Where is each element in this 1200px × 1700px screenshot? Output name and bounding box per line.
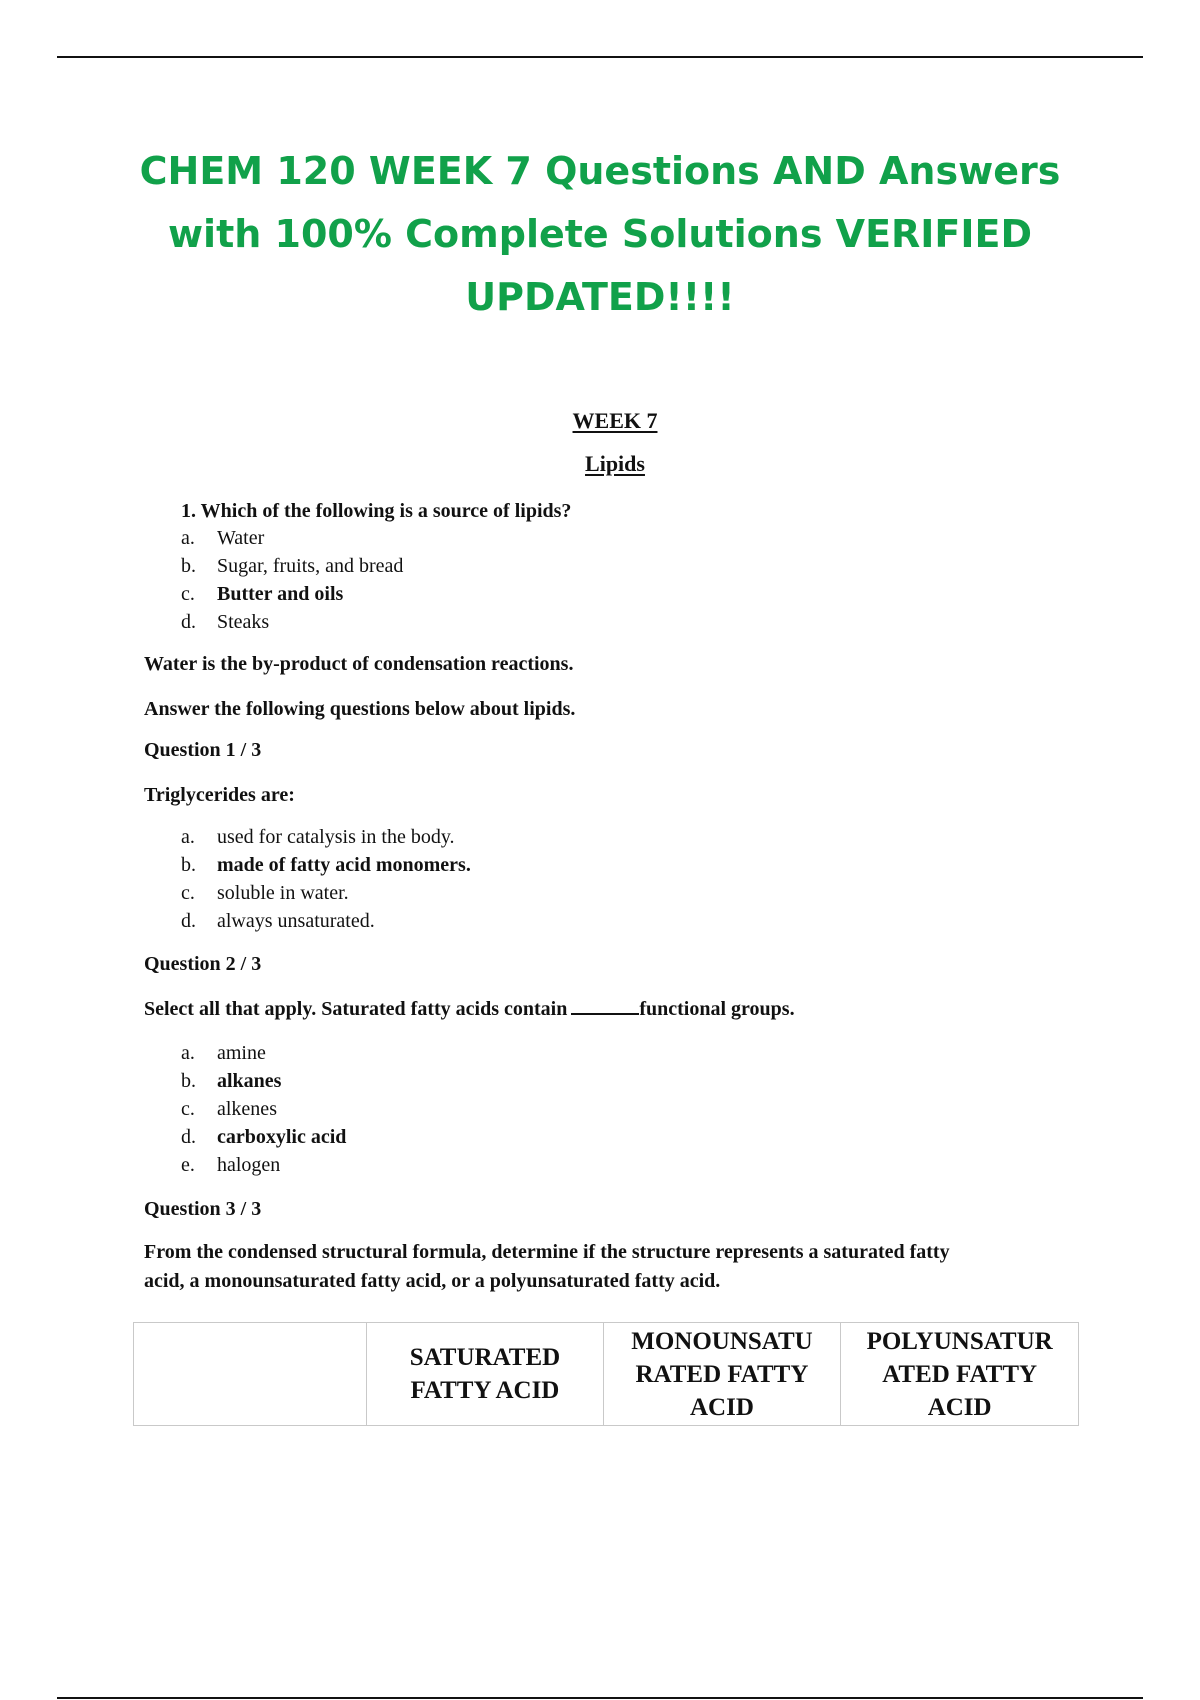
header-text: POLYUNSATUR [866, 1327, 1053, 1355]
list-item [181, 879, 471, 907]
header-text: ACID [690, 1393, 754, 1421]
option-text: soluble in water. [217, 882, 349, 904]
header-text: FATTY ACID [410, 1377, 560, 1404]
list-item [181, 907, 471, 935]
instructions: Answer the following questions below about lipids. [144, 698, 576, 720]
list-item [181, 1123, 346, 1151]
option-text: carboxylic acid [217, 1126, 347, 1148]
list-item [181, 580, 403, 608]
question3-label: Question 3 / 3 [144, 1198, 262, 1220]
question3-prompt-line-2: acid, a monounsaturated fatty acid, or a polyunsaturated fatty acid. [144, 1270, 721, 1292]
option-letter: d. [181, 1126, 196, 1148]
option-letter: e. [181, 1154, 195, 1176]
list-item [181, 524, 403, 552]
title-line-2: with 100% Complete Solutions VERIFIED [167, 212, 1033, 256]
option-text: used for catalysis in the body. [217, 826, 455, 848]
option-letter: b. [181, 1070, 196, 1092]
list-item [181, 552, 403, 580]
option-text: halogen [217, 1154, 281, 1176]
question1-label: Question 1 / 3 [144, 739, 262, 761]
option-text: amine [217, 1042, 266, 1064]
option-letter: a. [181, 1042, 195, 1064]
option-text: Water [217, 527, 265, 549]
list-item [181, 1151, 346, 1179]
option-letter: c. [181, 1098, 195, 1120]
option-text: always unsaturated. [217, 910, 375, 932]
title-line-1: CHEM 120 WEEK 7 Questions AND Answers [139, 149, 1061, 193]
list-item [181, 1095, 346, 1123]
question1-prompt: Triglycerides are: [144, 784, 295, 806]
prompt-before: Select all that apply. Saturated fatty acids contain [144, 998, 568, 1020]
list-item [181, 1067, 346, 1095]
question3-prompt-line-1: From the condensed structural formula, determine if the structure represents a saturated fatty [144, 1241, 950, 1263]
fatty-acid-table [133, 1322, 1079, 1426]
option-letter: b. [181, 854, 196, 876]
top-rule [57, 56, 1143, 58]
prompt-after: functional groups. [639, 998, 795, 1020]
title-line-3: UPDATED!!!! [465, 275, 735, 319]
option-text: alkanes [217, 1070, 282, 1092]
list-item [181, 1039, 346, 1067]
question2-options [181, 1039, 346, 1179]
option-text: Sugar, fruits, and bread [217, 555, 404, 577]
document-title [80, 140, 1120, 329]
table-header-blank [134, 1323, 367, 1426]
option-text: alkenes [217, 1098, 277, 1120]
option-letter: b. [181, 555, 196, 577]
option-text: made of fatty acid monomers. [217, 854, 471, 876]
header-text: ACID [927, 1393, 992, 1421]
question2-prompt [144, 997, 795, 1021]
list-item [181, 851, 471, 879]
bottom-rule [57, 1697, 1143, 1699]
question1-options [181, 823, 471, 935]
table-row [134, 1323, 1079, 1426]
q1-options [181, 524, 403, 636]
option-letter: a. [181, 826, 195, 848]
q1-question: 1. Which of the following is a source of lipids? [181, 500, 572, 522]
header-text: SATURATED [409, 1344, 561, 1371]
list-item [181, 608, 403, 636]
topic-heading: Lipids [585, 451, 645, 476]
water-statement: Water is the by-product of condensation reactions. [144, 653, 574, 675]
list-item [181, 823, 471, 851]
header-text: MONOUNSATU [631, 1327, 813, 1355]
question2-label: Question 2 / 3 [144, 953, 262, 975]
option-letter: c. [181, 583, 195, 605]
table-header-polyunsaturated [841, 1323, 1079, 1426]
table-header-monounsaturated [603, 1323, 841, 1426]
header-text: RATED FATTY [635, 1360, 809, 1388]
option-text: Steaks [217, 611, 270, 633]
table-header-saturated [367, 1323, 603, 1426]
option-text: Butter and oils [217, 583, 344, 605]
answer-blank [571, 1012, 639, 1015]
option-letter: c. [181, 882, 195, 904]
option-letter: a. [181, 527, 195, 549]
week-heading: WEEK 7 [572, 408, 658, 433]
header-text: ATED FATTY [882, 1360, 1038, 1388]
option-letter: d. [181, 910, 196, 932]
option-letter: d. [181, 611, 196, 633]
